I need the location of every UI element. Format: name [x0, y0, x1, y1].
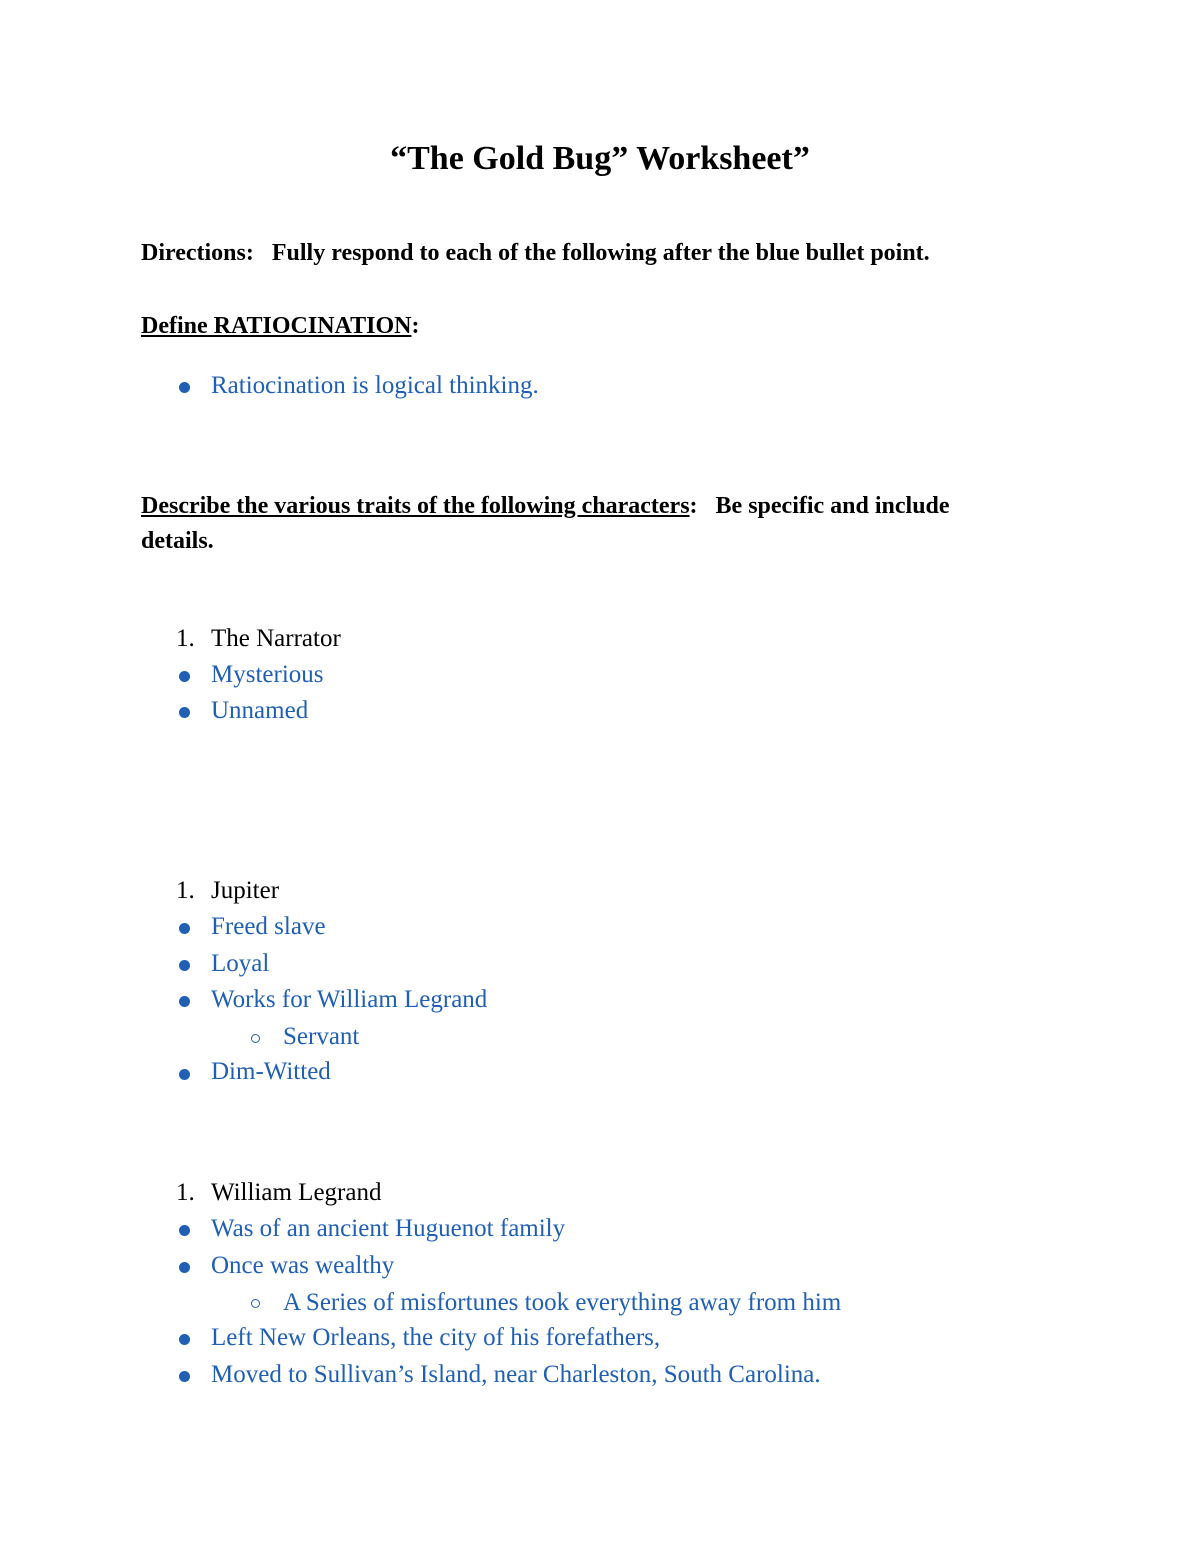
bullet-icon: [179, 1225, 190, 1236]
bullet-icon: [179, 1262, 190, 1273]
describe-heading: [141, 493, 950, 520]
hollow-bullet-icon: [251, 1299, 260, 1308]
trait-item: Works for William Legrand: [211, 986, 488, 1013]
list-number: 1.: [176, 1179, 195, 1206]
list-number: 1.: [176, 625, 195, 652]
directions-line: [141, 240, 930, 267]
bullet-icon: [179, 1334, 190, 1345]
define-label: Define RATIOCINATION: [141, 313, 412, 339]
list-number: 1.: [176, 877, 195, 904]
directions-label: Directions:: [141, 240, 254, 266]
describe-colon: :: [689, 493, 698, 519]
describe-instruction: Be specific and include: [715, 493, 950, 519]
trait-item: Freed slave: [211, 913, 326, 940]
character-name: William Legrand: [211, 1179, 382, 1206]
bullet-icon: [179, 382, 190, 393]
character-name: The Narrator: [211, 625, 341, 652]
subtrait-item: A Series of misfortunes took everything away from him: [283, 1289, 842, 1316]
trait-item: Left New Orleans, the city of his forefathers,: [211, 1324, 661, 1351]
define-colon: :: [411, 313, 420, 339]
bullet-icon: [179, 707, 190, 718]
directions-text: Fully respond to each of the following after the blue bullet point.: [271, 240, 930, 266]
define-answer: Ratiocination is logical thinking.: [211, 372, 539, 399]
bullet-icon: [179, 1069, 190, 1080]
describe-label: Describe the various traits of the following characters: [141, 493, 690, 519]
subtrait-item: Servant: [283, 1023, 360, 1050]
trait-item: Mysterious: [211, 661, 324, 688]
bullet-icon: [179, 923, 190, 934]
hollow-bullet-icon: [251, 1034, 260, 1043]
bullet-icon: [179, 671, 190, 682]
character-name: Jupiter: [211, 877, 280, 904]
trait-item: Moved to Sullivan’s Island, near Charleston, South Carolina.: [211, 1361, 821, 1388]
trait-item: Dim-Witted: [211, 1058, 331, 1085]
trait-item: Once was wealthy: [211, 1252, 395, 1279]
bullet-icon: [179, 960, 190, 971]
trait-item: Loyal: [211, 950, 270, 977]
bullet-icon: [179, 1371, 190, 1382]
trait-item: Was of an ancient Huguenot family: [211, 1215, 566, 1242]
page-title: “The Gold Bug” Worksheet”: [390, 140, 810, 177]
define-heading: [141, 313, 419, 340]
trait-item: Unnamed: [211, 697, 309, 724]
describe-instruction-cont: details.: [141, 528, 214, 554]
bullet-icon: [179, 996, 190, 1007]
